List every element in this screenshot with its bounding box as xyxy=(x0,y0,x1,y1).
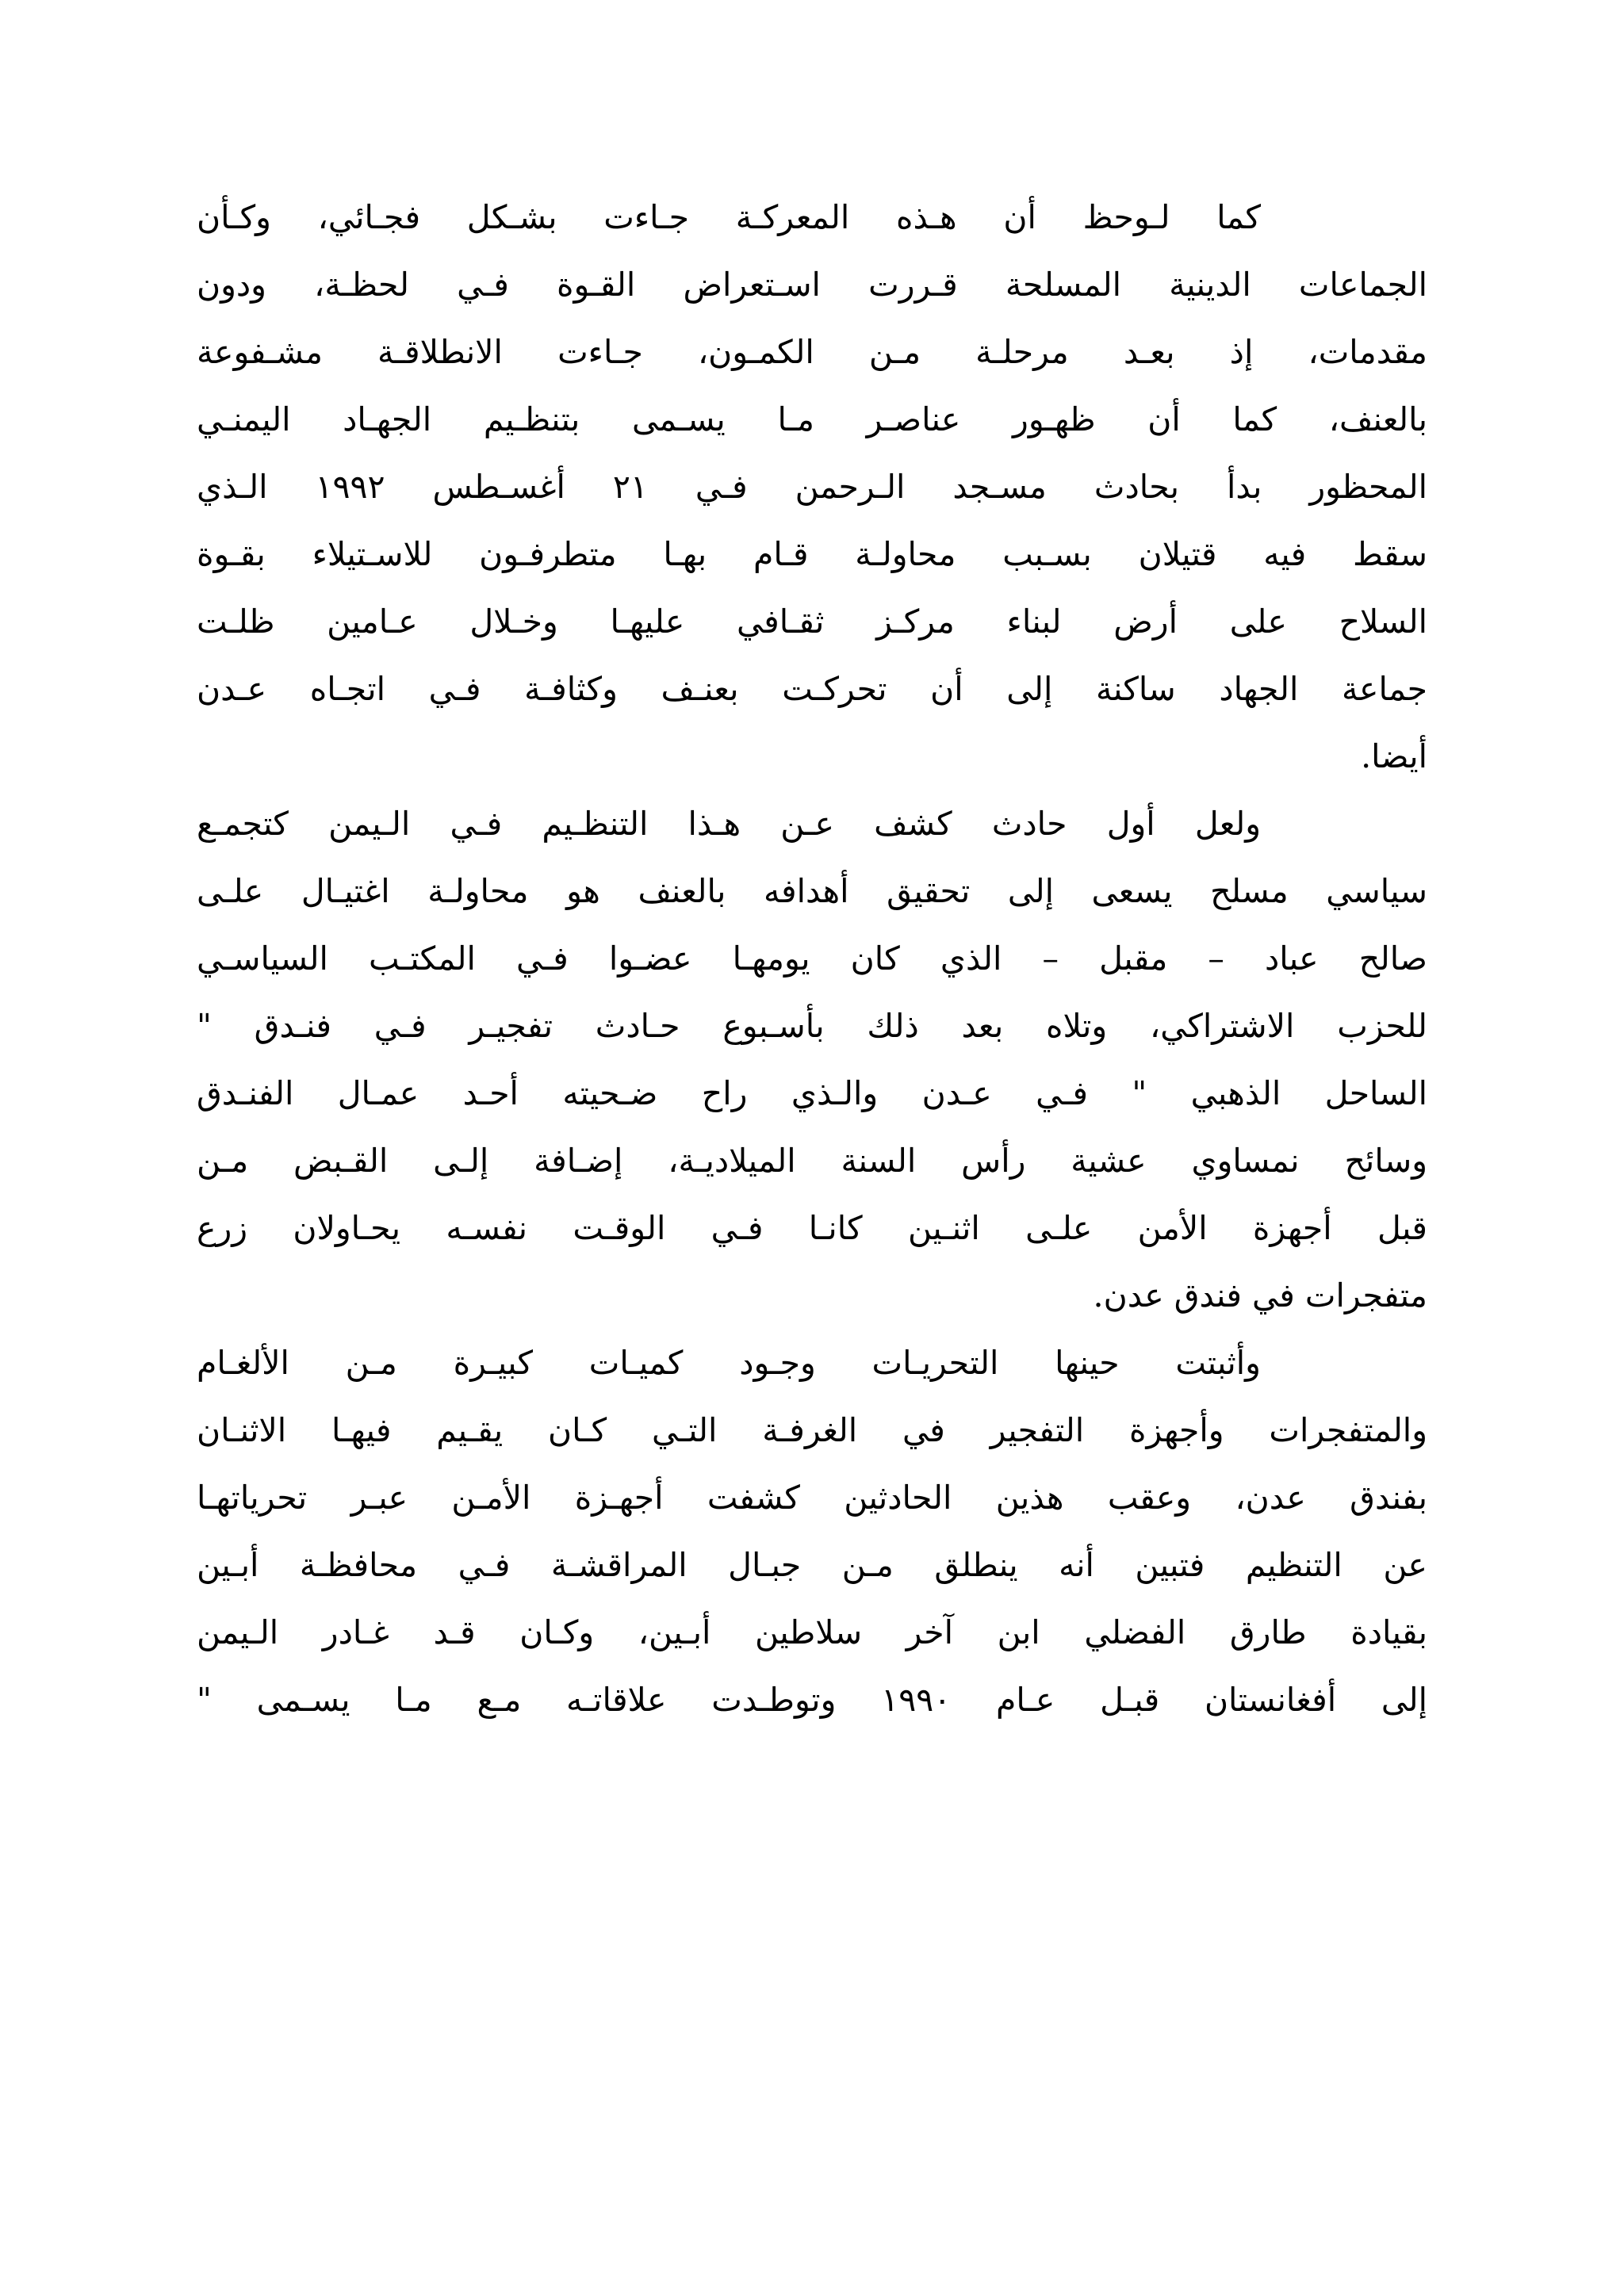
text-line: السلاح على أرض لبناء مركـز ثقـافي عليهـا وخـلال عـامين ظلـت xyxy=(197,603,1427,641)
text-line: جماعة الجهاد ساكنة إلى أن تحركـت بعنـف وكثافـة فـي اتجـاه عـدن xyxy=(197,670,1427,708)
text-line: الساحل الذهبي " فـي عـدن والـذي راح ضـحيته أحـد عمـال الفنـدق xyxy=(197,1074,1427,1112)
text-line: المحظور بدأ بحادث مسـجد الـرحمن فـي ٢١ أغسـطس ١٩٩٢ الـذي xyxy=(197,468,1427,506)
paragraph-1 xyxy=(197,184,1427,790)
text-line: كما لـوحظ أن هـذه المعركـة جـاءت بشـكل فجـائي، وكـأن xyxy=(197,198,1261,236)
text-line: سقط فيه قتيلان بسـبب محاولـة قـام بهـا متطرفـون للاسـتيلاء بقـوة xyxy=(197,535,1427,573)
text-line: وأثبتت حينها التحريـات وجـود كميـات كبيـرة مـن الألغـام xyxy=(197,1344,1261,1382)
text-line: ولعل أول حادث كشف عـن هـذا التنظـيم فـي الـيمن كتجمـع xyxy=(197,805,1261,843)
text-line: متفجرات في فندق عدن. xyxy=(1093,1276,1427,1314)
text-line: سياسي مسلح يسعى إلى تحقيق أهدافه بالعنف هو محاولـة اغتيـال علـى xyxy=(197,872,1427,910)
text-line: بقيادة طارق الفضلي ابن آخر سلاطين أبـين، وكـان قـد غـادر الـيمن xyxy=(197,1613,1427,1651)
text-line: صالح عباد – مقبل – الذي كان يومهـا عضـوا فـي المكتـب السياسـي xyxy=(197,939,1427,978)
text-line: وسائح نمساوي عشية رأس السنة الميلاديـة، إضـافة إلـى القـبض مـن xyxy=(197,1142,1427,1180)
text-line: مقدمات، إذ بعـد مرحلـة مـن الكمـون، جـاءت الانطلاقـة مشـفوعة xyxy=(197,333,1427,371)
text-line: قبل أجهزة الأمن علـى اثنـين كانـا فـي الوقـت نفسـه يحـاولان زرع xyxy=(197,1209,1427,1247)
paragraph-2 xyxy=(197,790,1427,1330)
text-line: والمتفجرات وأجهزة التفجير في الغرفـة التـي كـان يقـيم فيهـا الاثنـان xyxy=(197,1411,1427,1449)
text-line: للحزب الاشتراكي، وتلاه بعد ذلك بأسـبوع حـادث تفجيـر فـي فنـدق " xyxy=(197,1007,1427,1045)
text-line: الجماعات الدينية المسلحة قـررت اسـتعراض القـوة فـي لحظـة، ودون xyxy=(197,266,1427,304)
body-text xyxy=(197,184,1427,1734)
text-line: أيضا. xyxy=(1361,737,1427,775)
text-line: عن التنظيم فتبين أنه ينطلق مـن جبـال المراقشـة فـي محافظـة أبـين xyxy=(197,1546,1427,1584)
text-line: إلى أفغانستان قبـل عـام ١٩٩٠ وتوطـدت علاقاتـه مـع مـا يسـمى " xyxy=(197,1681,1427,1719)
text-line: بفندق عدن، وعقب هذين الحادثين كشفت أجهـزة الأمـن عبـر تحرياتهـا xyxy=(197,1479,1427,1517)
text-line: بالعنف، كما أن ظهـور عناصـر مـا يسـمى بتنظـيم الجهـاد اليمنـي xyxy=(197,400,1427,438)
paragraph-3 xyxy=(197,1330,1427,1734)
